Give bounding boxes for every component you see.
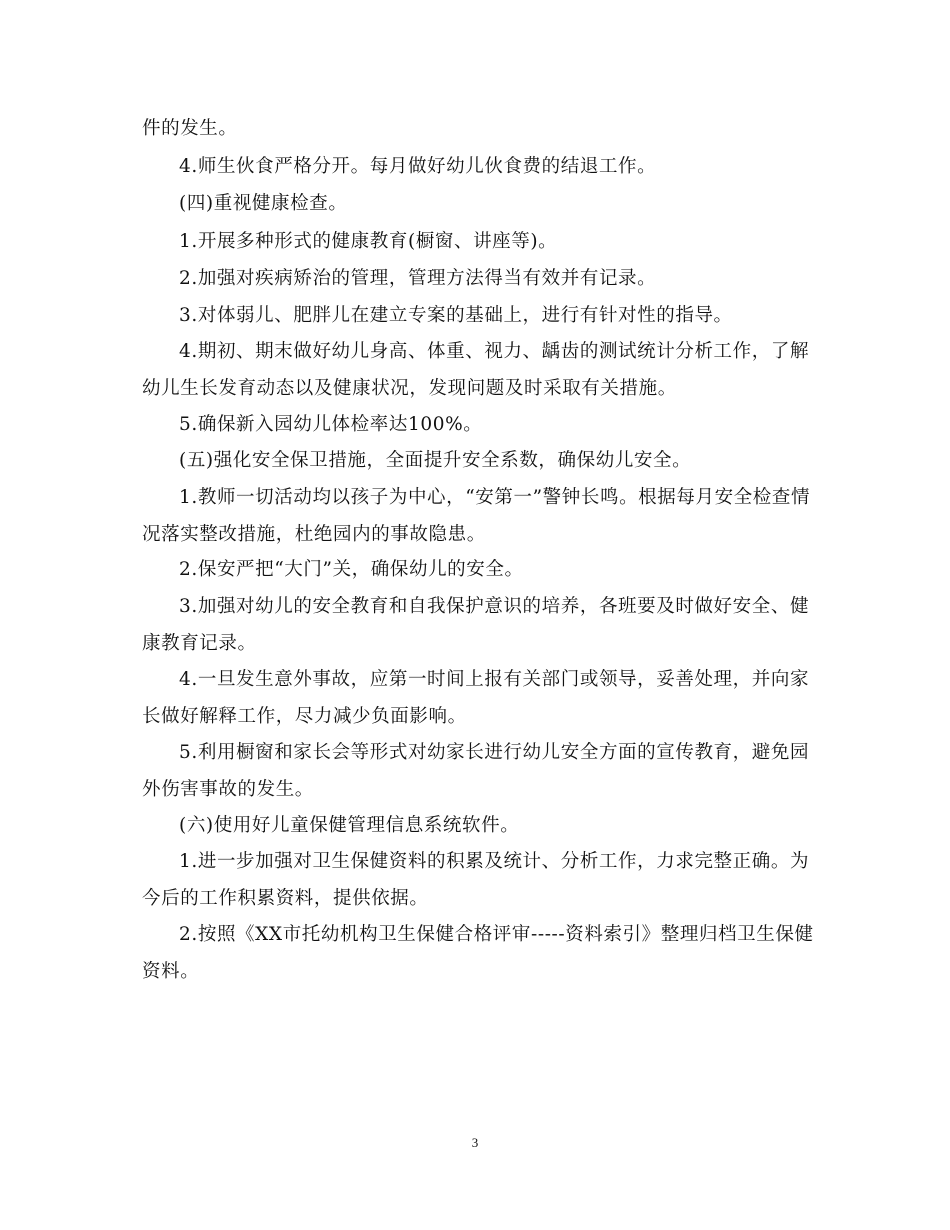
page-number: 3 — [471, 1135, 479, 1150]
paragraph-item: 1.进一步加强对卫生保健资料的积累及统计、分析工作，力求完整正确。为今后的工作积累资料，提供依据。 — [142, 851, 810, 909]
paragraph-item: 1.教师一切活动均以孩子为中心，“安第一”警钟长鸣。根据每月安全检查情况落实整改措施，杜绝园内的事故隐患。 — [142, 487, 811, 545]
paragraph-item: 3.加强对幼儿的安全教育和自我保护意识的培养，各班要及时做好安全、健康教育记录。 — [142, 596, 810, 654]
paragraph-item: 4.师生伙食严格分开。每月做好幼儿伙食费的结退工作。 — [179, 156, 657, 177]
paragraph-item: 4.期初、期末做好幼儿身高、体重、视力、龋齿的测试统计分析工作，了解幼儿生长发育动态以及健康状况，发现问题及时采取有关措施。 — [142, 341, 810, 399]
paragraph-item: 1.开展多种形式的健康教育(橱窗、讲座等)。 — [179, 231, 558, 252]
section-heading: (六)使用好儿童保健管理信息系统软件。 — [179, 815, 520, 836]
paragraph-item: 5.利用橱窗和家长会等形式对幼家长进行幼儿安全方面的宣传教育，避免园外伤害事故的发生。 — [142, 742, 810, 800]
paragraph-item: 2.保安严把“大门”关，确保幼儿的安全。 — [179, 559, 524, 580]
paragraph-item: 5.确保新入园幼儿体检率达100%。 — [179, 414, 483, 435]
paragraph-item: 3.对体弱儿、肥胖儿在建立专案的基础上，进行有针对性的指导。 — [179, 305, 733, 326]
section-heading: (五)强化安全保卫措施，全面提升安全系数，确保幼儿安全。 — [179, 450, 692, 471]
paragraph-item: 4.一旦发生意外事故，应第一时间上报有关部门或领导，妥善处理，并向家长做好解释工作，尽力减少负面影响。 — [142, 669, 810, 727]
paragraph-item: 2.按照《XX市托幼机构卫生保健合格评审-----资料索引》整理归档卫生保健资料。 — [142, 924, 814, 982]
paragraph-item: 2.加强对疾病矫治的管理，管理方法得当有效并有记录。 — [179, 268, 657, 289]
section-heading: (四)重视健康检查。 — [179, 193, 348, 214]
paragraph-continuation: 件的发生。 — [142, 118, 238, 139]
